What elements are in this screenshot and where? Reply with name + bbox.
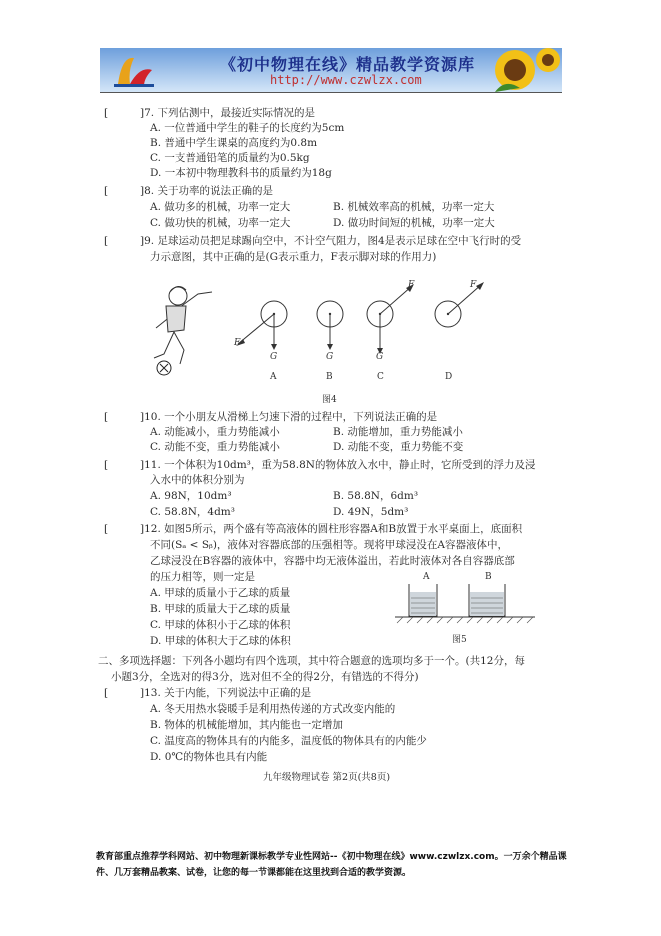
q10-stem: ]10. 一个小朋友从滑梯上匀速下滑的过程中，下列说法正确的是 [140,411,438,423]
figure-4 [140,272,500,387]
fig4-d-force-f: F [470,280,477,290]
q7-bracket: [ [104,107,109,119]
q8-option-b: B. 机械效率高的机械，功率一定大 [333,201,495,213]
fig4-c-force-f: F [408,280,415,290]
q10-option-d: D. 动能不变，重力势能不变 [333,441,464,453]
diagram-d [435,282,484,327]
q13-option-a: A. 冬天用热水袋暖手是利用热传递的方式改变内能的 [150,703,396,715]
fig5-label-b: B [485,572,492,582]
fig4-caption: 图4 [322,395,337,405]
child-kicker-illustration [154,286,212,364]
q7-option-b: B. 普通中学生课桌的高度约为0.8m [150,137,318,149]
q13-bracket: [ [104,687,109,699]
q10-option-b: B. 动能增加，重力势能减小 [333,426,463,438]
q12-option-c: C. 甲球的体积小于乙球的体积 [150,619,291,631]
fig4-label-c: C [377,372,384,382]
fig5-caption: 图5 [452,635,467,645]
q7-option-d: D. 一本初中物理教科书的质量约为18g [150,167,332,179]
header-rule [100,92,562,93]
q12-stem-line3: 乙球浸没在B容器的液体中，容器中均无液体溢出，若此时液体对各自容器底部 [150,555,515,567]
q10-bracket: [ [104,411,109,423]
container-a [409,584,437,616]
fig4-c-force-g: G [376,352,384,362]
fig4-label-a: A [270,372,277,382]
q8-option-a: A. 做功多的机械，功率一定大 [150,201,291,213]
q13-option-d: D. 0℃的物体也具有内能 [150,751,268,763]
q12-option-b: B. 甲球的质量大于乙球的质量 [150,603,291,615]
fig4-a-force-g: G [270,352,278,362]
q12-bracket: [ [104,523,109,535]
banner-url[interactable]: http://www.czwlzx.com [270,73,422,87]
q11-option-b: B. 58.8N，6dm³ [333,490,419,502]
section2-line2: 小题3分，全选对的得3分，选对但不全的得2分，有错选的不得分) [111,671,419,683]
q8-bracket: [ [104,185,109,197]
q10-option-a: A. 动能减小，重力势能减小 [150,426,280,438]
q7-stem: ]7. 下列估测中，最接近实际情况的是 [140,107,315,119]
q13-option-c: C. 温度高的物体具有的内能多，温度低的物体具有的内能少 [150,735,427,747]
q7-option-c: C. 一支普通铅笔的质量约为0.5kg [150,152,310,164]
q12-stem-line2: 不同(Sₐ < Sᵦ)，液体对容器底部的压强相等。现将甲球浸没在A容器液体中， [150,539,509,551]
q13-option-b: B. 物体的机械能增加，其内能也一定增加 [150,719,343,731]
q12-stem-line1: ]12. 如图5所示，两个盛有等高液体的圆柱形容器A和B放置于水平桌面上，底面积 [140,523,523,535]
q11-option-d: D. 49N，5dm³ [333,506,409,518]
q12-option-a: A. 甲球的质量小于乙球的质量 [150,587,291,599]
container-b [469,584,505,616]
fig4-b-force-g: G [326,352,334,362]
q10-option-c: C. 动能不变，重力势能减小 [150,441,280,453]
banner-title: 《初中物理在线》精品教学资源库 [220,55,476,74]
fig4-a-force-f: F [234,338,241,348]
q13-stem: ]13. 关于内能，下列说法中正确的是 [140,687,312,699]
header-banner [100,48,562,92]
q12-stem-line4: 的压力相等，则一定是 [150,571,255,583]
ad-line1: 教育部重点推荐学科网站、初中物理新课标教学专业性网站--《初中物理在线》www.czwlzx.com。一万余个精品课 [96,852,567,862]
page-footer: 九年级物理试卷 第2页(共8页) [263,772,391,783]
figure-5 [395,572,535,624]
q9-bracket: [ [104,235,109,247]
q9-stem-line1: ]9. 足球运动员把足球踢向空中，不计空气阻力，图4是表示足球在空中飞行时的受 [140,235,522,247]
q9-stem-line2: 力示意图，其中正确的是(G表示重力，F表示脚对球的作用力) [150,251,437,263]
ad-line2: 件、几万套精品教案、试卷，让您的每一节课都能在这里找到合适的教学资源。 [96,868,412,878]
q12-option-d: D. 甲球的体积大于乙球的体积 [150,635,291,647]
q7-option-a: A. 一位普通中学生的鞋子的长度约为5cm [150,122,345,134]
q11-stem-line1: ]11. 一个体积为10dm³，重为58.8N的物体放入水中，静止时，它所受到的浮力及浸 [140,459,536,471]
q11-option-a: A. 98N，10dm³ [150,490,232,502]
q11-option-c: C. 58.8N，4dm³ [150,506,235,518]
fig4-label-d: D [445,372,453,382]
q8-option-c: C. 做功快的机械，功率一定大 [150,217,291,229]
fig4-label-b: B [326,372,333,382]
q11-bracket: [ [104,459,109,471]
diagram-b [317,301,343,350]
diagram-c [367,284,414,354]
diagram-a [236,301,287,350]
section2-line1: 二、多项选择题：下列各小题均有四个选项，其中符合题意的选项均多于一个。(共12分，每 [98,655,525,667]
q8-stem: ]8. 关于功率的说法正确的是 [140,185,273,197]
q8-option-d: D. 做功时间短的机械，功率一定大 [333,217,495,229]
fig5-label-a: A [423,572,430,582]
q11-stem-line2: 入水中的体积分别为 [150,474,245,486]
